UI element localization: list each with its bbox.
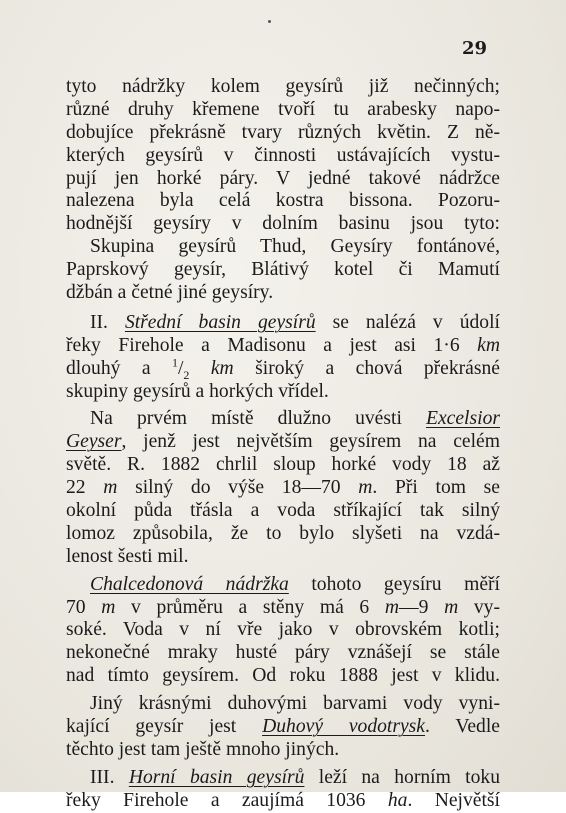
fraction-one-half: $^1/_2$ — [171, 355, 190, 382]
text-line: Skupina geysírů Thud, Geysíry fontánové, — [90, 236, 500, 258]
text-line: různé druhy křemene tvoří tu arabesky napo- — [66, 98, 500, 120]
text-line: III. Horní basin geysírů leží na horním toku — [90, 766, 500, 788]
text-line: soké. Voda v ní vře jako v obrovském kotli; — [66, 619, 500, 641]
text-line: dlouhý a $^1/_2$ km široký a chová překrásné — [66, 355, 500, 382]
text-line: kterých geysírů v činnosti ustávajících vystu- — [66, 144, 500, 166]
text-line: těchto jest tam ještě mnoho jiných. — [66, 738, 340, 760]
text-line: nekonečné mraky husté páry vznášejí se stále — [66, 642, 500, 664]
text-line: II. Střední basin geysírů se nalézá v údolí — [90, 311, 500, 333]
text-line: lomoz způsobila, že to bylo slyšeti na vzdá- — [66, 522, 500, 544]
text-line: skupiny geysírů a horkých vřídel. — [66, 380, 329, 402]
text-line: dobujíce překrásně tvary různých květin. Z ně- — [66, 121, 500, 143]
text-line: Geyser, jenž jest největším geysírem na celém — [66, 431, 500, 453]
text-line: nad tímto geysírem. Od roku 1888 jest v klidu. — [66, 665, 500, 687]
text-line: Chalcedonová nádržka tohoto geysíru měří — [90, 573, 501, 595]
text-line: Na prvém místě dlužno uvésti Excelsior — [90, 408, 500, 430]
text-line: světě. R. 1882 chrlil sloup horké vody 18 až — [66, 454, 500, 476]
text-line: lenost šesti mil. — [66, 545, 189, 567]
text-line: tyto nádržky kolem geysírů již nečinných; — [66, 76, 500, 97]
text-line: nalezena byla celá kostra bissona. Pozoru- — [66, 190, 500, 212]
text-line: řeky Firehole a Madisonu a jest asi 1·6 km — [66, 334, 500, 356]
text-line: Paprskový geysír, Blátivý kotel či Mamutí — [66, 259, 500, 281]
text-line: Jiný krásnými duhovými barvami vody vyni- — [90, 693, 500, 715]
body-text — [66, 76, 500, 813]
section-heading-upper-basin: Horní basin geysírů — [128, 766, 305, 788]
text-line: okolní půda třásla a voda stříkající tak silný — [66, 500, 500, 522]
section-heading-middle-basin: Střední basin geysírů — [124, 311, 316, 333]
text-line: kající geysír jest Duhový vodotrysk. Vedle — [66, 716, 500, 738]
text-line: džbán a četné jiné geysíry. — [66, 282, 274, 304]
text-line: 70 m v průměru a stěny má 6 m—9 m vy- — [66, 596, 500, 618]
ink-speck — [268, 20, 271, 23]
text-line: hodnější geysíry v dolním basinu jsou tyto: — [66, 213, 500, 235]
text-line: pují jen horké páry. V jedné takové nádržce — [66, 167, 500, 189]
text-line: 22 m silný do výše 18—70 m. Při tom se — [66, 477, 500, 499]
page-number: 29 — [462, 38, 488, 59]
text-line: řeky Firehole a zaujímá 1036 ha. Největší — [66, 789, 500, 811]
